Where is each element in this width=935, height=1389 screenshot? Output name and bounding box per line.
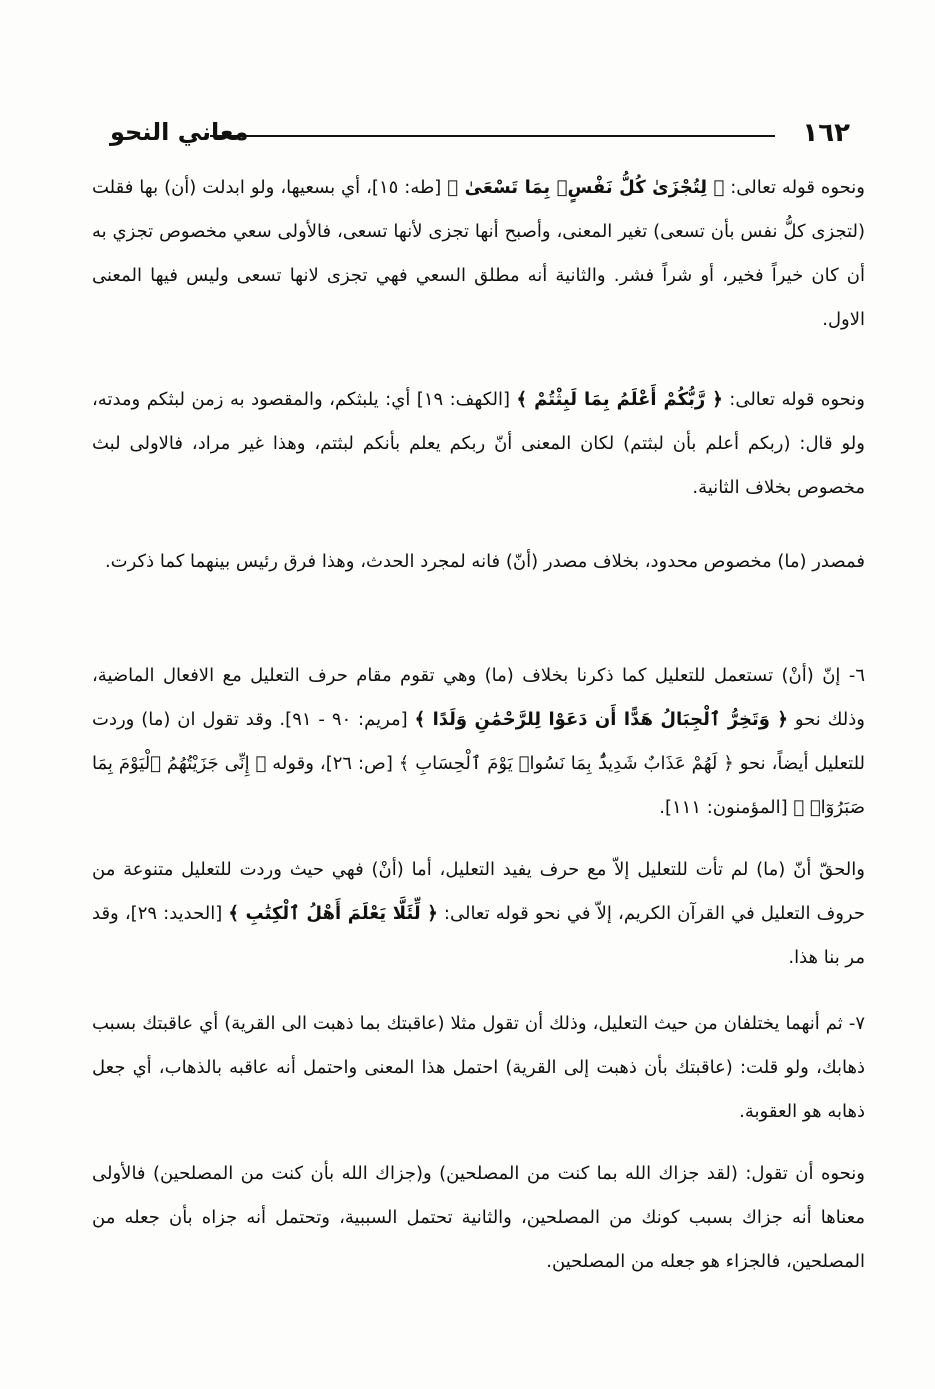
- running-title: معاني النحو: [110, 118, 249, 146]
- paragraph-2-text: ونحوه قوله تعالى:: [722, 389, 866, 410]
- paragraph-2: [92, 378, 865, 510]
- paragraph-3-text: فمصدر (ما) مخصوص محدود، بخلاف مصدر (أنّ) فانه لمجرد الحدث، وهذا فرق رئيس بينهما كما ذكرت.: [104, 551, 865, 572]
- paragraph-5-quran-quote: ﴿ لِّئَلَّا يَعْلَمَ أَهْلُ ٱلْكِتَٰبِ ﴾: [228, 903, 438, 924]
- paragraph-1-text: ونحوه قوله تعالى:: [724, 177, 865, 198]
- paragraph-5: [92, 848, 865, 980]
- paragraph-6-text: ٧- ثم أنهما يختلفان من حيث التعليل، وذلك أن تقول مثلا (عاقبتك بما ذهبت الى القرية) أي عاقبتك بسبب ذهابك، ولو قلت: (عاقبتك بأن ذهبت إلى القرية) احتمل هذا المعنى واحتمل أنه عاقبه بالذهاب، أي جعل ذهابه هو العقوبة.: [92, 1013, 865, 1122]
- paragraph-2-continuation: [الكهف: ١٩] أي: يلبثكم، والمقصود به زمن لبثكم ومدته، ولو قال: (ربكم أعلم بأن لبثتم) لكان المعنى أنّ ربكم يعلم بأنكم لبثتم، وهذا غير مراد، فالاولى لبث مخصوص بخلاف الثانية.: [92, 389, 865, 498]
- header-divider: [210, 135, 775, 137]
- paragraph-4-quran-quote: ﴿ وَتَخِرُّ ٱلْجِبَالُ هَدًّا أَن دَعَوْا لِلرَّحْمَٰنِ وَلَدًا ﴾: [414, 709, 788, 730]
- page-header: [110, 118, 850, 154]
- paragraph-5-text: والحقّ أنّ (ما) لم تأت للتعليل إلاّ مع حرف يفيد التعليل، أما (أنْ) فهي حيث وردت للتعليل متنوعة من حروف التعليل في القرآن الكريم، إلاّ في نحو قوله تعالى:: [92, 859, 865, 924]
- paragraph-4-continuation: [مريم: ٩٠ - ٩١]. وقد تقول ان (ما) وردت للتعليل أيضاً، نحو ﴿ لَهُمْ عَذَابٌ شَدِيدٌۢ بِمَا نَسُوا۟ يَوْمَ ٱلْحِسَابِ ﴾ [ص: ٢٦]، وقوله ﴿ إِنِّى جَزَيْتُهُمُ ٱلْيَوْمَ بِمَا صَبَرُوٓا۟ ﴾ [المؤمنون: ١١١].: [92, 709, 866, 818]
- paragraph-5-continuation: [الحديد: ٢٩]، وقد مر بنا هذا.: [92, 903, 865, 968]
- paragraph-1-continuation: [طه: ١٥]، أي بسعيها، ولو ابدلت (أن) بها فقلت (لتجزى كلُّ نفس بأن تسعى) تغير المعنى، وأصبح أنها تجزى لأنها تسعى، فالأولى سعي مخصوص تجزي به أن كان خيراً فخير، أو شراً فشر. والثانية أنه مطلق السعي فهي تجزى لانها تسعى وليس فيها المعنى الاول.: [92, 177, 865, 330]
- page-number: ١٦٢: [802, 118, 850, 148]
- paragraph-3: [92, 540, 865, 628]
- paragraph-6: [92, 1002, 865, 1134]
- paragraph-7-text: ونحوه أن تقول: (لقد جزاك الله بما كنت من المصلحين) و(جزاك الله بأن كنت من المصلحين) فالأولى معناها أنه جزاك بسبب كونك من المصلحين، والثانية تحتمل السببية، وتحتمل أنه جزاه بأن جعله من المصلحين، فالجزاء هو جعله من المصلحين.: [92, 1163, 865, 1272]
- paragraph-1-quran-quote: ﴿ لِتُجْزَىٰ كُلُّ نَفْسٍۭ بِمَا تَسْعَىٰ ﴾: [447, 177, 725, 198]
- body-text: [92, 166, 865, 1284]
- paragraph-2-quran-quote: ﴿ رَّبُّكُمْ أَعْلَمُ بِمَا لَبِثْتُمْ ﴾: [516, 389, 723, 410]
- paragraph-4-text: ٦- إنّ (أنْ) تستعمل للتعليل كما ذكرنا بخلاف (ما) وهي تقوم مقام حرف التعليل مع الافعال الماضية، وذلك نحو: [92, 665, 865, 730]
- paragraph-1: [92, 166, 865, 348]
- paragraph-7: [92, 1152, 865, 1284]
- paragraph-4: [92, 654, 865, 830]
